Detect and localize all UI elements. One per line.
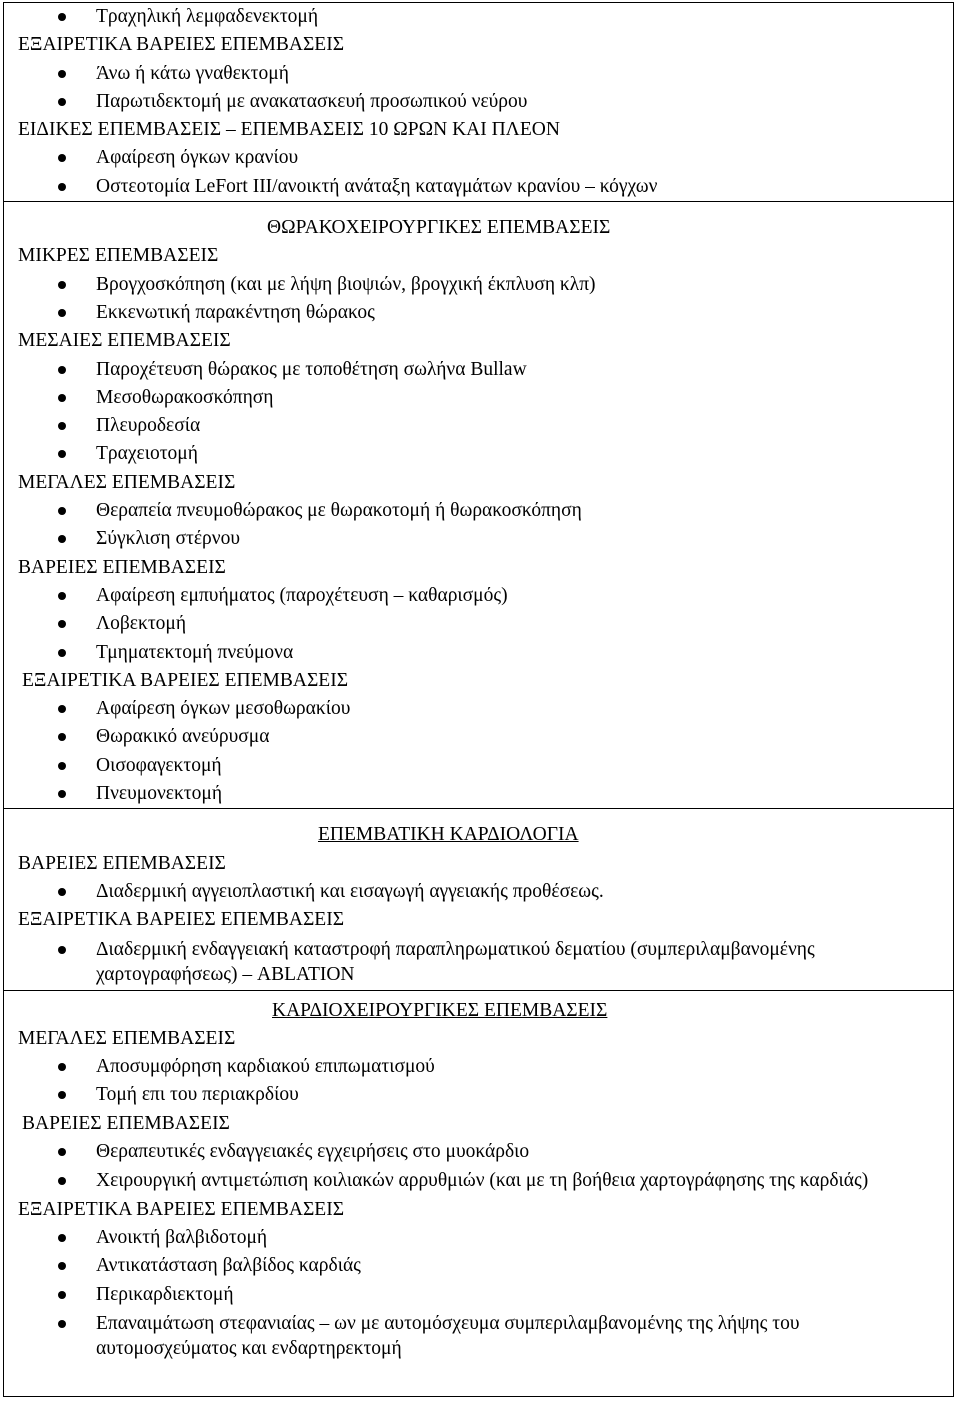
item-text: Οισοφαγεκτομή	[96, 754, 222, 776]
item-text: Διαδερμική αγγειοπλαστική και εισαγωγή αγγειακής προθέσεως.	[96, 880, 604, 902]
list-item	[4, 356, 953, 384]
list-item	[4, 582, 953, 610]
list-item	[4, 60, 953, 88]
heading-text: ΜΕΓΑΛΕΣ ΕΠΕΜΒΑΣΕΙΣ	[18, 471, 236, 493]
item-text: Τμηματεκτομή πνεύμονα	[96, 641, 294, 663]
list-item	[4, 1309, 953, 1364]
item-text: Θωρακικό ανεύρυσμα	[96, 726, 270, 748]
category-heading	[4, 1110, 953, 1138]
item-text: Εκκενωτική παρακέντηση θώρακος	[96, 301, 375, 323]
list-item	[4, 412, 953, 440]
item-text: Αφαίρεση όγκων μεσοθωρακίου	[96, 698, 351, 720]
section-3	[4, 991, 953, 1364]
bullet-icon	[58, 183, 66, 191]
bullet-icon	[58, 649, 66, 657]
heading-text: ΒΑΡΕΙΕΣ ΕΠΕΜΒΑΣΕΙΣ	[18, 556, 226, 578]
bullet-icon	[58, 13, 66, 21]
category-heading	[4, 906, 953, 934]
item-text: Άνω ή κάτω γναθεκτομή	[96, 62, 289, 84]
heading-text: ΜΕΓΑΛΕΣ ΕΠΕΜΒΑΣΕΙΣ	[18, 1027, 236, 1049]
bullet-icon	[58, 1262, 66, 1270]
list-item	[4, 173, 953, 201]
section-title	[4, 811, 953, 849]
bullet-icon	[58, 592, 66, 600]
list-item	[4, 271, 953, 299]
category-heading	[4, 1025, 953, 1053]
section-title	[4, 991, 953, 1025]
category-heading	[4, 667, 953, 695]
bullet-icon	[58, 1091, 66, 1099]
item-text: Μεσοθωρακοσκόπηση	[96, 386, 274, 408]
item-text: Λοβεκτομή	[96, 613, 187, 635]
bullet-icon	[58, 1234, 66, 1242]
bullet-icon	[58, 535, 66, 543]
section-2	[4, 809, 953, 990]
section-title-text: ΚΑΡΔΙΟΧΕΙΡΟΥΡΓΙΚΕΣ ΕΠΕΜΒΑΣΕΙΣ	[272, 999, 608, 1021]
list-item	[4, 639, 953, 667]
list-item	[4, 1166, 953, 1196]
bullet-icon	[58, 98, 66, 106]
section-title	[4, 204, 953, 242]
item-text: Θεραπεία πνευμοθώρακος με θωρακοτομή ή θωρακοσκόπηση	[96, 500, 582, 522]
category-heading	[4, 327, 953, 355]
bullet-icon	[58, 394, 66, 402]
category-heading	[4, 242, 953, 270]
bullet-icon	[58, 366, 66, 374]
item-text: Οστεοτομία LeFort III/ανοικτή ανάταξη καταγμάτων κρανίου – κόγχων	[96, 175, 658, 197]
bullet-icon	[58, 1148, 66, 1156]
item-text: Σύγκλιση στέρνου	[96, 528, 240, 550]
list-item	[4, 88, 953, 116]
list-item	[4, 878, 953, 906]
list-item	[4, 1224, 953, 1252]
item-text: Περικαρδιεκτομή	[96, 1283, 234, 1305]
list-item	[4, 384, 953, 412]
item-text: Πλευροδεσία	[96, 415, 201, 437]
section-1	[4, 202, 953, 809]
category-heading	[4, 31, 953, 59]
item-text: Αφαίρεση όγκων κρανίου	[96, 147, 299, 169]
heading-text: ΕΞΑΙΡΕΤΙΚΑ ΒΑΡΕΙΕΣ ΕΠΕΜΒΑΣΕΙΣ	[18, 909, 345, 931]
bullet-icon	[58, 154, 66, 162]
list-item	[4, 1053, 953, 1081]
list-item	[4, 1281, 953, 1309]
section-title-text: ΕΠΕΜΒΑΤΙΚΗ ΚΑΡΔΙΟΛΟΓΙΑ	[318, 824, 579, 846]
list-item	[4, 752, 953, 780]
item-text: Επαναιμάτωση στεφανιαίας – ων με αυτομόσχευμα συμπεριλαμβανομένης της λήψης του αυτομοσχεύματος και ενδαρτηρεκτομή	[96, 1312, 800, 1360]
bullet-icon	[58, 309, 66, 317]
list-item	[4, 497, 953, 525]
category-heading	[4, 1196, 953, 1224]
list-item	[4, 723, 953, 751]
bullet-icon	[58, 733, 66, 741]
section-0	[4, 3, 953, 202]
heading-text: ΜΕΣΑΙΕΣ ΕΠΕΜΒΑΣΕΙΣ	[18, 330, 231, 352]
item-text: Τομή επι του περιακρδίου	[96, 1084, 299, 1106]
bullet-icon	[58, 1063, 66, 1071]
bullet-icon	[58, 450, 66, 458]
bullet-icon	[58, 1291, 66, 1299]
heading-text: ΕΞΑΙΡΕΤΙΚΑ ΒΑΡΕΙΕΣ ΕΠΕΜΒΑΣΕΙΣ	[22, 669, 349, 691]
item-text: Τραχειοτομή	[96, 443, 198, 465]
list-item	[4, 780, 953, 808]
heading-text: ΕΙΔΙΚΕΣ ΕΠΕΜΒΑΣΕΙΣ – ΕΠΕΜΒΑΣΕΙΣ 10 ΩΡΩΝ ΚΑΙ ΠΛΕΟΝ	[18, 119, 560, 141]
item-text: Βρογχοσκόπηση (και με λήψη βιοψιών, βρογχική έκπλυση κλπ)	[96, 273, 596, 295]
item-text: Χειρουργική αντιμετώπιση κοιλιακών αρρυθμιών (και με τη βοήθεια χαρτογράφησης της καρδιάς)	[96, 1170, 869, 1192]
section-title-text: ΘΩΡΑΚΟΧΕΙΡΟΥΡΓΙΚΕΣ ΕΠΕΜΒΑΣΕΙΣ	[267, 217, 611, 239]
heading-text: ΕΞΑΙΡΕΤΙΚΑ ΒΑΡΕΙΕΣ ΕΠΕΜΒΑΣΕΙΣ	[18, 34, 345, 56]
item-text: Θεραπευτικές ενδαγγειακές εγχειρήσεις στο μυοκάρδιο	[96, 1140, 530, 1162]
category-heading	[4, 469, 953, 497]
list-item	[4, 144, 953, 172]
list-item	[4, 525, 953, 553]
category-heading	[4, 850, 953, 878]
bullet-icon	[58, 620, 66, 628]
category-heading	[4, 554, 953, 582]
bullet-icon	[58, 762, 66, 770]
bullet-icon	[58, 888, 66, 896]
item-text: Παρωτιδεκτομή με ανακατασκευή προσωπικού νεύρου	[96, 90, 528, 112]
heading-text: ΕΞΑΙΡΕΤΙΚΑ ΒΑΡΕΙΕΣ ΕΠΕΜΒΑΣΕΙΣ	[18, 1198, 345, 1220]
item-text: Αντικατάσταση βαλβίδος καρδιάς	[96, 1255, 361, 1277]
list-item	[4, 1138, 953, 1166]
item-text: Πνευμονεκτομή	[96, 783, 223, 805]
document-page	[3, 2, 954, 1397]
bullet-icon	[58, 281, 66, 289]
item-text: Ανοικτή βαλβιδοτομή	[96, 1227, 268, 1249]
bullet-icon	[58, 507, 66, 515]
list-item	[4, 1252, 953, 1280]
heading-text: ΒΑΡΕΙΕΣ ΕΠΕΜΒΑΣΕΙΣ	[22, 1112, 230, 1134]
bullet-icon	[58, 790, 66, 798]
list-item	[4, 299, 953, 327]
item-text: Αφαίρεση εμπυήματος (παροχέτευση – καθαρισμός)	[96, 584, 508, 606]
list-item	[4, 3, 953, 31]
item-text: Τραχηλική λεμφαδενεκτομή	[96, 6, 319, 27]
list-item	[4, 610, 953, 638]
list-item	[4, 935, 953, 990]
list-item	[4, 1081, 953, 1109]
bullet-icon	[58, 70, 66, 78]
list-item	[4, 695, 953, 723]
bullet-icon	[58, 946, 66, 954]
bullet-icon	[58, 1320, 66, 1328]
item-text: Αποσυμφόρηση καρδιακού επιπωματισμού	[96, 1056, 435, 1078]
bullet-icon	[58, 1177, 66, 1185]
bullet-icon	[58, 422, 66, 430]
category-heading	[4, 116, 953, 144]
heading-text: ΜΙΚΡΕΣ ΕΠΕΜΒΑΣΕΙΣ	[18, 245, 219, 267]
heading-text: ΒΑΡΕΙΕΣ ΕΠΕΜΒΑΣΕΙΣ	[18, 852, 226, 874]
item-text: Διαδερμική ενδαγγειακή καταστροφή παραπληρωματικού δεματίου (συμπεριλαμβανομένης χαρτογραφήσεως) – ABLATION	[96, 938, 815, 985]
bullet-icon	[58, 705, 66, 713]
item-text: Παροχέτευση θώρακος με τοποθέτηση σωλήνα Bullaw	[96, 358, 527, 380]
list-item	[4, 440, 953, 468]
